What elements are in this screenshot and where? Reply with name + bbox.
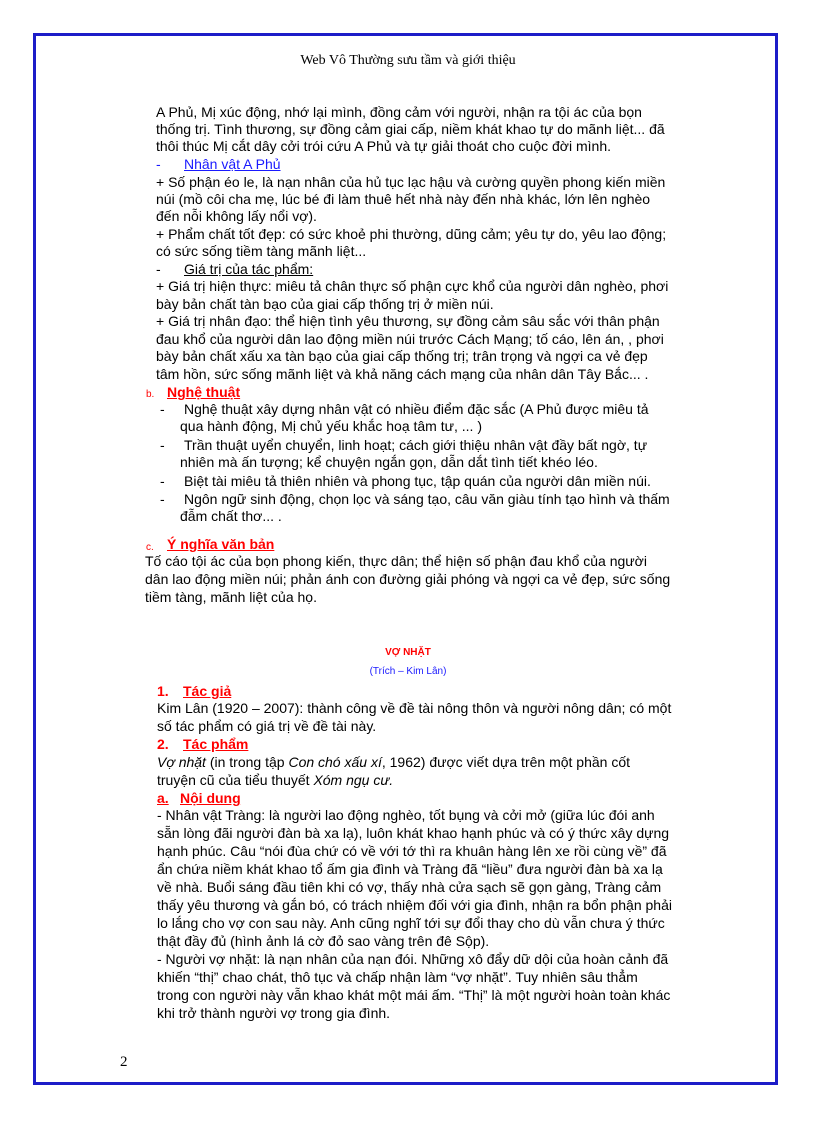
paragraph-line: - Người vợ nhặt: là nạn nhân của nạn đói. Những xô đẩy dữ dội của hoàn cảnh đã xyxy=(157,951,669,967)
paragraph-line: đau khổ của người dân lao động miền núi trước Cách Mạng; tố cáo, lên án, , phơi xyxy=(156,331,664,347)
work-title: Xóm ngụ cư. xyxy=(313,772,394,788)
list-item-line: qua hành động, Mị chủ yếu khắc hoạ tâm tư, ... ) xyxy=(180,418,482,434)
work-title: Vợ nhặt xyxy=(157,754,206,770)
heading-number: 1. xyxy=(157,683,169,699)
paragraph-line: + Số phận éo le, là nạn nhân của hủ tục lạc hậu và cường quyền phong kiến miền xyxy=(156,174,666,190)
paragraph-line: núi (mồ côi cha mẹ, lúc bé đi làm thuê hết nhà này đến nhà khác, lớn lên nghèo xyxy=(156,191,651,207)
bullet-dash: - xyxy=(156,261,161,277)
y-nghia-heading: Ý nghĩa văn bản xyxy=(167,536,275,552)
paragraph-line: có sức sống tiềm tàng mãnh liệt... xyxy=(156,243,367,259)
section-marker: b. xyxy=(146,389,155,400)
paragraph-line: tâm hồn, sức sống mãnh liệt và khả năng cách mạng của nhân dân Tây Bắc... . xyxy=(156,366,649,382)
text-run: , 1962) được viết dựa trên một phần cốt xyxy=(381,754,631,770)
paragraph-line: Kim Lân (1920 – 2007): thành công về đề tài nông thôn và người nông dân; có một xyxy=(157,700,672,716)
noi-dung-heading: Nội dung xyxy=(180,790,241,806)
paragraph-line: đến nỗi không lấy nổi vợ). xyxy=(156,208,317,224)
bullet-dash: - xyxy=(160,401,165,417)
paragraph-line: bày bản chất tàn bạo của giai cấp thống trị ở miền núi. xyxy=(156,296,494,312)
paragraph-line: + Giá trị hiện thực: miêu tả chân thực số phận cực khổ của người dân nghèo, phơi xyxy=(156,278,669,294)
paragraph-line: khiến “thị” chao chát, thô tục và chấp nhận làm “vợ nhặt”. Tuy nhiên sâu thẳm xyxy=(157,969,638,985)
section-marker: c. xyxy=(146,542,154,553)
nhan-vat-heading-link[interactable]: Nhân vật A Phủ xyxy=(184,156,281,172)
bullet-dash: - xyxy=(160,437,165,453)
section-title: VỢ NHẶT xyxy=(385,647,431,658)
page-number: 2 xyxy=(120,1054,128,1070)
paragraph-line: + Phẩm chất tốt đẹp: có sức khoẻ phi thường, dũng cảm; yêu tự do, yêu lao động; xyxy=(156,226,667,242)
list-item-line: Ngôn ngữ sinh động, chọn lọc và sáng tạo, câu văn giàu tính tạo hình và thấm xyxy=(184,491,670,507)
list-item-line: Biệt tài miêu tả thiên nhiên và phong tục, tập quán của người dân miền núi. xyxy=(184,473,651,489)
bullet-dash: - xyxy=(160,473,165,489)
paragraph-line: tiềm tàng, mãnh liệt của họ. xyxy=(145,589,317,605)
paragraph-line: - Nhân vật Tràng: là người lao động nghèo, tốt bụng và cởi mở (giữa lúc đói anh xyxy=(157,807,655,823)
paragraph-line: trong con người này vẫn khao khát một mái ấm. “Thị” là một người hoàn toàn khác xyxy=(157,987,671,1003)
paragraph-line: sẵn lòng đãi người đàn bà xa lạ), luôn khát khao hạnh phúc và có ý thức xây dựng xyxy=(157,825,670,841)
paragraph-line: A Phủ, Mị xúc động, nhớ lại mình, đồng cảm với người, nhận ra tội ác của bọn xyxy=(156,104,642,120)
paragraph-line: Tố cáo tội ác của bọn phong kiến, thực dân; thể hiện số phận đau khổ của người xyxy=(145,553,647,569)
paragraph-line: hạnh phúc. Câu “nói đùa chứ có về với tớ thì ra khuân hàng lên xe rồi cùng về” đã xyxy=(157,843,667,859)
paragraph-line: lo lắng cho vợ con sau này. Anh cũng nghĩ tới sự đổi thay cho dù vẫn chưa ý thức xyxy=(157,915,665,931)
work-title: Con chó xấu xí xyxy=(288,754,382,770)
paragraph-line xyxy=(157,754,630,771)
heading-number: 2. xyxy=(157,736,169,752)
bullet-dash: - xyxy=(160,491,165,507)
paragraph-line: bày bản chất xấu xa tàn bạo của giai cấp thống trị; trân trọng và ngợi ca vẻ đẹp xyxy=(156,348,648,364)
list-item-line: nhiên mà ấn tượng; kể chuyện ngắn gọn, dẫn dắt tình tiết khéo léo. xyxy=(180,454,598,470)
tac-pham-heading: Tác phẩm xyxy=(183,736,249,752)
paragraph-line: khi trở thành người vợ trong gia đình. xyxy=(157,1005,391,1021)
paragraph-line: thật đầy đủ (hình ảnh lá cờ đỏ sao vàng trên đê Sộp). xyxy=(157,933,490,949)
paragraph-line: số tác phẩm có giá trị về đề tài này. xyxy=(157,718,377,734)
paragraph-line: thấy yêu thương và gắn bó, có trách nhiệm đối với gia đình, nhận ra bổn phận phải xyxy=(157,897,672,913)
section-subtitle: (Trích – Kim Lân) xyxy=(369,666,447,677)
paragraph-line: thôi thúc Mị cắt dây cởi trói cứu A Phủ và tự giải thoát cho cuộc đời mình. xyxy=(156,138,611,154)
list-item-line: Nghệ thuật xây dựng nhân vật có nhiều điểm đặc sắc (A Phủ được miêu tả xyxy=(184,401,649,417)
paragraph-line: + Giá trị nhân đạo: thể hiện tình yêu thương, sự đồng cảm sâu sắc với thân phận xyxy=(156,313,660,329)
paragraph-line xyxy=(157,772,393,789)
paragraph-line: dân lao động miền núi; phản ánh con đường giải phóng và ngợi ca vẻ đẹp, sức sống xyxy=(145,571,671,587)
list-item-line: Trần thuật uyển chuyển, linh hoạt; cách giới thiệu nhân vật đầy bất ngờ, tự xyxy=(184,437,648,453)
gia-tri-heading: Giá trị của tác phẩm: xyxy=(184,261,314,277)
paragraph-line: ẩn chứa niềm khát khao tổ ấm gia đình và Tràng đã “liều” đưa người đàn bà xa lạ xyxy=(157,861,663,877)
nghe-thuat-heading: Nghệ thuật xyxy=(167,384,241,400)
tac-gia-heading: Tác giả xyxy=(183,683,232,699)
paragraph-line: thống trị. Tình thương, sự đồng cảm giai cấp, niềm khát khao tự do mãnh liệt... đã xyxy=(156,121,665,137)
bullet-dash: - xyxy=(156,156,161,172)
list-item-line: đẫm chất thơ... . xyxy=(180,508,282,524)
paragraph-line: về nhà. Buổi sáng đầu tiên khi có vợ, thấy nhà cửa sạch sẽ gọn gàng, Tràng cảm xyxy=(157,879,662,895)
text-run: truyện cũ của tiểu thuyết xyxy=(157,772,314,788)
heading-number: a. xyxy=(157,790,169,806)
text-run: (in trong tập xyxy=(205,754,289,770)
page-header: Web Vô Thường sưu tầm và giới thiệu xyxy=(300,53,516,68)
